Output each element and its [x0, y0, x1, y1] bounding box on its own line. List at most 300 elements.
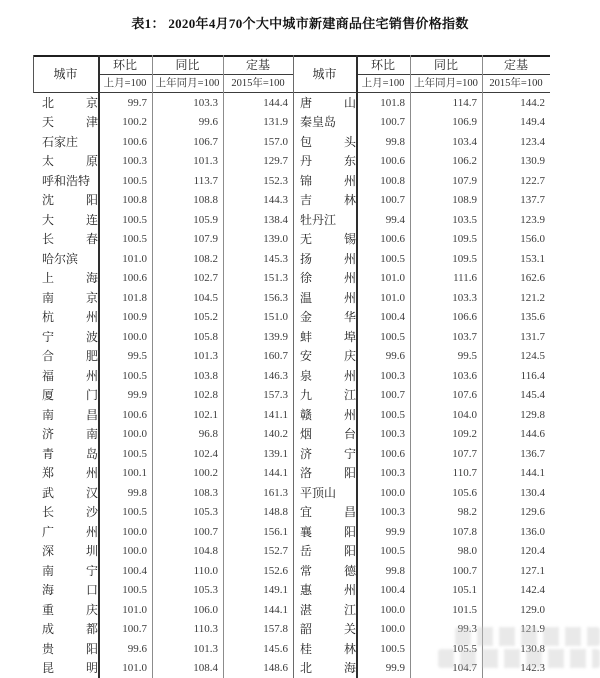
yoy-value: 105.5 — [452, 642, 477, 655]
header-yoy-base-right: 上年同月=100 — [414, 78, 478, 89]
city-cell — [33, 269, 98, 287]
mom-value: 100.5 — [122, 584, 147, 597]
city-name: 广州 — [42, 524, 98, 539]
yoy-value: 107.6 — [452, 389, 477, 402]
header-mom-right: 环比 — [370, 58, 395, 72]
fixed-base-value: 149.4 — [520, 116, 545, 129]
fixed-base-value: 144.1 — [263, 467, 288, 480]
city-cell — [293, 620, 356, 638]
yoy-value: 109.5 — [452, 252, 477, 265]
table-row — [293, 191, 550, 211]
city-name: 吉林 — [300, 193, 356, 208]
table-row — [33, 113, 293, 133]
city-cell — [293, 113, 356, 131]
city-name: 包头 — [300, 134, 356, 149]
yoy-value: 105.9 — [193, 213, 218, 226]
city-cell — [33, 133, 98, 151]
table-row — [293, 132, 550, 152]
page-title: 表1： 2020年4月70个大中城市新建商品住宅销售价格指数 — [131, 16, 469, 31]
header-mom-left: 环比 — [112, 58, 137, 72]
yoy-value: 110.7 — [452, 467, 477, 480]
yoy-value: 101.5 — [452, 603, 477, 616]
table-row — [293, 444, 550, 464]
city-cell — [33, 367, 98, 385]
city-cell — [293, 308, 356, 326]
city-cell — [33, 94, 98, 112]
fixed-base-value: 152.7 — [263, 545, 288, 558]
table-left-half — [33, 93, 293, 678]
city-cell — [33, 523, 98, 541]
yoy-value: 108.4 — [193, 662, 218, 675]
mom-value: 100.3 — [380, 467, 405, 480]
table-row — [293, 561, 550, 581]
header-city-right: 城市 — [312, 67, 337, 81]
fixed-base-value: 148.6 — [263, 662, 288, 675]
header-city-left: 城市 — [53, 67, 78, 81]
fixed-base-value: 145.6 — [263, 642, 288, 655]
mom-value: 101.8 — [380, 96, 405, 109]
city-name: 贵阳 — [42, 641, 98, 656]
fixed-base-value: 124.5 — [520, 350, 545, 363]
city-cell — [293, 601, 356, 619]
mom-value: 100.4 — [380, 584, 405, 597]
city-cell — [33, 250, 98, 268]
header-fixed-base-right: 2015年=100 — [489, 78, 543, 89]
city-cell — [33, 386, 98, 404]
yoy-value: 111.6 — [453, 272, 477, 285]
yoy-value: 103.6 — [452, 369, 477, 382]
table-row — [293, 425, 550, 445]
mom-value: 100.9 — [122, 311, 147, 324]
mom-value: 100.6 — [122, 135, 147, 148]
city-name: 南京 — [42, 290, 98, 305]
yoy-value: 99.3 — [457, 623, 477, 636]
yoy-value: 108.2 — [193, 252, 218, 265]
mom-value: 101.0 — [122, 252, 147, 265]
header-fixed-left: 定基 — [245, 58, 270, 72]
mom-value: 99.8 — [385, 564, 405, 577]
fixed-base-value: 123.9 — [520, 213, 545, 226]
fixed-base-value: 145.3 — [263, 252, 288, 265]
table-row — [33, 269, 293, 289]
watermark — [438, 649, 600, 668]
fixed-base-value: 144.2 — [520, 96, 545, 109]
yoy-value: 110.0 — [193, 564, 218, 577]
yoy-value: 104.5 — [193, 291, 218, 304]
city-cell — [293, 562, 356, 580]
table-row — [293, 581, 550, 601]
city-cell — [293, 328, 356, 346]
city-name: 温州 — [300, 290, 356, 305]
table-row — [33, 464, 293, 484]
yoy-value: 98.2 — [457, 506, 477, 519]
mom-value: 99.6 — [127, 642, 147, 655]
table-row — [33, 483, 293, 503]
mom-value: 101.0 — [122, 662, 147, 675]
city-name: 泉州 — [300, 368, 356, 383]
table-row — [33, 171, 293, 191]
mom-value: 100.8 — [122, 194, 147, 207]
city-name: 济宁 — [300, 446, 356, 461]
mom-value: 100.3 — [380, 506, 405, 519]
fixed-base-value: 137.7 — [520, 194, 545, 207]
city-cell — [293, 94, 356, 112]
city-name: 郑州 — [42, 466, 98, 481]
yoy-value: 105.1 — [452, 584, 477, 597]
city-cell — [33, 172, 98, 190]
city-name: 扬州 — [300, 251, 356, 266]
yoy-value: 108.8 — [193, 194, 218, 207]
table-row — [33, 210, 293, 230]
city-name: 宁波 — [42, 329, 98, 344]
city-name: 大连 — [42, 212, 98, 227]
yoy-value: 99.6 — [198, 116, 218, 129]
table-row — [33, 503, 293, 523]
mom-value: 100.4 — [122, 564, 147, 577]
fixed-base-value: 129.8 — [520, 408, 545, 421]
fixed-base-value: 153.1 — [520, 252, 545, 265]
city-cell — [33, 425, 98, 443]
yoy-value: 106.7 — [193, 135, 218, 148]
table-row — [293, 464, 550, 484]
fixed-base-value: 139.1 — [263, 447, 288, 460]
table-row — [293, 405, 550, 425]
yoy-value: 101.3 — [193, 350, 218, 363]
city-cell — [293, 191, 356, 209]
fixed-base-value: 140.2 — [263, 428, 288, 441]
mom-value: 99.8 — [127, 486, 147, 499]
mom-value: 101.8 — [122, 291, 147, 304]
city-cell — [33, 406, 98, 424]
fixed-base-value: 149.1 — [263, 584, 288, 597]
mom-value: 99.7 — [127, 96, 147, 109]
mom-value: 100.8 — [380, 174, 405, 187]
city-name: 桂林 — [300, 641, 356, 656]
yoy-value: 96.8 — [198, 428, 218, 441]
city-name: 太原 — [42, 154, 98, 169]
fixed-base-value: 148.8 — [263, 506, 288, 519]
city-cell — [293, 230, 356, 248]
fixed-base-value: 151.0 — [263, 311, 288, 324]
yoy-value: 110.3 — [193, 623, 218, 636]
yoy-value: 102.7 — [193, 272, 218, 285]
mom-value: 100.7 — [380, 389, 405, 402]
fixed-base-value: 144.1 — [520, 467, 545, 480]
mom-value: 100.5 — [122, 174, 147, 187]
fixed-base-value: 139.9 — [263, 330, 288, 343]
mom-value: 99.9 — [385, 662, 405, 675]
city-cell — [293, 347, 356, 365]
city-cell — [33, 152, 98, 170]
yoy-value: 108.3 — [193, 486, 218, 499]
table-row — [293, 113, 550, 133]
table-row — [293, 210, 550, 230]
city-cell — [293, 152, 356, 170]
city-cell — [293, 269, 356, 287]
city-cell — [33, 113, 98, 131]
table-row — [33, 152, 293, 172]
city-name: 平顶山 — [300, 485, 337, 500]
city-name: 烟台 — [300, 427, 356, 442]
table-row — [293, 386, 550, 406]
header-mom-base-right: 上月=100 — [361, 78, 405, 89]
city-cell — [293, 367, 356, 385]
mom-value: 100.0 — [380, 486, 405, 499]
mom-value: 100.3 — [122, 155, 147, 168]
mom-value: 100.6 — [122, 272, 147, 285]
mom-value: 100.3 — [380, 369, 405, 382]
yoy-value: 106.9 — [452, 116, 477, 129]
mom-value: 101.0 — [380, 291, 405, 304]
city-name: 唐山 — [300, 95, 356, 110]
mom-value: 100.6 — [380, 233, 405, 246]
fixed-base-value: 144.6 — [520, 428, 545, 441]
fixed-base-value: 136.7 — [520, 447, 545, 460]
city-name: 九江 — [300, 388, 356, 403]
mom-value: 100.6 — [122, 408, 147, 421]
fixed-base-value: 135.6 — [520, 311, 545, 324]
mom-value: 100.0 — [122, 428, 147, 441]
city-cell — [33, 445, 98, 463]
mom-value: 101.0 — [380, 272, 405, 285]
city-name: 深圳 — [42, 544, 98, 559]
mom-value: 100.7 — [380, 194, 405, 207]
table-row — [293, 93, 550, 113]
table-row — [293, 522, 550, 542]
header-yoy-base-left: 上年同月=100 — [155, 78, 220, 89]
fixed-base-value: 142.4 — [520, 584, 545, 597]
mom-value: 100.7 — [380, 116, 405, 129]
yoy-value: 102.1 — [193, 408, 218, 421]
table-row — [33, 347, 293, 367]
table-row — [293, 308, 550, 328]
city-name: 蚌埠 — [300, 329, 356, 344]
yoy-value: 103.7 — [452, 330, 477, 343]
city-cell — [33, 464, 98, 482]
header-fixed-base-left: 2015年=100 — [231, 78, 285, 89]
mom-value: 100.5 — [122, 506, 147, 519]
city-cell — [293, 484, 356, 502]
table-row — [293, 230, 550, 250]
fixed-base-value: 131.9 — [263, 116, 288, 129]
city-name: 南宁 — [42, 563, 98, 578]
city-cell — [293, 542, 356, 560]
table-row — [293, 483, 550, 503]
fixed-base-value: 156.0 — [520, 233, 545, 246]
city-cell — [33, 581, 98, 599]
city-cell — [33, 308, 98, 326]
yoy-value: 103.4 — [452, 135, 477, 148]
mom-value: 100.5 — [122, 447, 147, 460]
city-cell — [33, 191, 98, 209]
city-name: 徐州 — [300, 271, 356, 286]
city-name: 海口 — [42, 583, 98, 598]
mom-value: 100.6 — [380, 447, 405, 460]
fixed-base-value: 152.3 — [263, 174, 288, 187]
mom-value: 100.5 — [380, 408, 405, 421]
yoy-value: 107.9 — [193, 233, 218, 246]
header-mom-base-left: 上月=100 — [103, 78, 147, 89]
city-name: 惠州 — [300, 583, 356, 598]
fixed-base-value: 130.8 — [520, 642, 545, 655]
city-cell — [293, 289, 356, 307]
yoy-value: 104.8 — [193, 545, 218, 558]
header-fixed-right: 定基 — [503, 58, 528, 72]
yoy-value: 103.3 — [193, 96, 218, 109]
fixed-base-value: 121.2 — [520, 291, 545, 304]
city-name: 沈阳 — [42, 193, 98, 208]
city-name: 安庆 — [300, 349, 356, 364]
yoy-value: 108.9 — [452, 194, 477, 207]
fixed-base-value: 156.1 — [263, 525, 288, 538]
table-row — [33, 444, 293, 464]
yoy-value: 109.5 — [452, 233, 477, 246]
city-cell — [293, 133, 356, 151]
fixed-base-value: 144.4 — [263, 96, 288, 109]
city-cell — [33, 601, 98, 619]
city-cell — [33, 640, 98, 658]
city-name: 常德 — [300, 563, 356, 578]
table-row — [33, 522, 293, 542]
city-name: 无锡 — [300, 232, 356, 247]
city-name: 武汉 — [42, 485, 98, 500]
yoy-value: 106.2 — [452, 155, 477, 168]
city-name: 呼和浩特 — [42, 173, 91, 188]
yoy-value: 105.3 — [193, 506, 218, 519]
table-row — [293, 503, 550, 523]
mom-value: 99.5 — [127, 350, 147, 363]
mom-value: 100.5 — [122, 213, 147, 226]
city-cell — [293, 386, 356, 404]
yoy-value: 103.5 — [452, 213, 477, 226]
mom-value: 100.5 — [380, 330, 405, 343]
city-name: 福州 — [42, 368, 98, 383]
yoy-value: 107.8 — [452, 525, 477, 538]
fixed-base-value: 129.7 — [263, 155, 288, 168]
yoy-value: 105.8 — [193, 330, 218, 343]
city-name: 杭州 — [42, 310, 98, 325]
city-cell — [293, 425, 356, 443]
fixed-base-value: 144.1 — [263, 603, 288, 616]
city-cell — [293, 464, 356, 482]
mom-value: 100.5 — [122, 233, 147, 246]
mom-value: 100.0 — [122, 330, 147, 343]
mom-value: 100.3 — [380, 428, 405, 441]
table-row — [33, 230, 293, 250]
yoy-value: 105.3 — [193, 584, 218, 597]
yoy-value: 102.4 — [193, 447, 218, 460]
yoy-value: 104.7 — [452, 662, 477, 675]
mom-value: 101.0 — [122, 603, 147, 616]
mom-value: 99.9 — [385, 525, 405, 538]
mom-value: 99.8 — [385, 135, 405, 148]
city-name: 襄阳 — [300, 524, 356, 539]
table-right-half — [293, 93, 550, 678]
fixed-base-value: 162.6 — [520, 272, 545, 285]
city-name: 昆明 — [42, 661, 98, 676]
city-name: 合肥 — [42, 349, 98, 364]
city-cell — [293, 250, 356, 268]
fixed-base-value: 156.3 — [263, 291, 288, 304]
yoy-value: 99.5 — [457, 350, 477, 363]
table-row — [33, 425, 293, 445]
city-cell — [293, 211, 356, 229]
city-name: 重庆 — [42, 602, 98, 617]
mom-value: 100.0 — [380, 623, 405, 636]
header-yoy-left: 同比 — [175, 58, 200, 72]
city-name: 金华 — [300, 310, 356, 325]
mom-value: 100.7 — [122, 623, 147, 636]
mom-value: 100.0 — [380, 603, 405, 616]
fixed-base-value: 157.0 — [263, 135, 288, 148]
yoy-value: 101.3 — [193, 155, 218, 168]
mom-value: 100.6 — [380, 155, 405, 168]
table-row — [293, 249, 550, 269]
city-name: 洛阳 — [300, 466, 356, 481]
fixed-base-value: 157.8 — [263, 623, 288, 636]
city-cell — [293, 172, 356, 190]
fixed-base-value: 123.4 — [520, 135, 545, 148]
fixed-base-value: 129.0 — [520, 603, 545, 616]
city-cell — [33, 289, 98, 307]
table-row — [33, 542, 293, 562]
table-row — [293, 269, 550, 289]
mom-value: 100.1 — [122, 467, 147, 480]
mom-value: 100.0 — [122, 525, 147, 538]
fixed-base-value: 152.6 — [263, 564, 288, 577]
table-row — [293, 542, 550, 562]
city-name: 北海 — [300, 661, 356, 676]
city-cell — [33, 230, 98, 248]
city-name: 岳阳 — [300, 544, 356, 559]
fixed-base-value: 144.3 — [263, 194, 288, 207]
fixed-base-value: 145.4 — [520, 389, 545, 402]
city-name: 赣州 — [300, 407, 356, 422]
city-name: 南昌 — [42, 407, 98, 422]
yoy-value: 106.0 — [193, 603, 218, 616]
fixed-base-value: 116.4 — [520, 369, 545, 382]
table-row — [293, 171, 550, 191]
city-name: 湛江 — [300, 602, 356, 617]
city-name: 牡丹江 — [300, 212, 337, 227]
table-row — [293, 152, 550, 172]
city-name: 青岛 — [42, 446, 98, 461]
yoy-value: 113.7 — [193, 174, 218, 187]
city-name: 天津 — [42, 115, 98, 130]
yoy-value: 107.7 — [452, 447, 477, 460]
fixed-base-value: 161.3 — [263, 486, 288, 499]
city-name: 济南 — [42, 427, 98, 442]
mom-value: 100.2 — [122, 116, 147, 129]
city-name: 成都 — [42, 622, 98, 637]
table-row — [33, 659, 293, 678]
yoy-value: 104.0 — [452, 408, 477, 421]
mom-value: 100.5 — [380, 545, 405, 558]
yoy-value: 109.2 — [452, 428, 477, 441]
yoy-value: 105.2 — [193, 311, 218, 324]
city-cell — [33, 542, 98, 560]
table-row — [33, 600, 293, 620]
yoy-value: 100.2 — [193, 467, 218, 480]
city-cell — [33, 503, 98, 521]
fixed-base-value: 151.3 — [263, 272, 288, 285]
table-row — [33, 386, 293, 406]
city-name: 北京 — [42, 95, 98, 110]
fixed-base-value: 127.1 — [520, 564, 545, 577]
city-cell — [33, 620, 98, 638]
mom-value: 100.5 — [122, 369, 147, 382]
fixed-base-value: 122.7 — [520, 174, 545, 187]
